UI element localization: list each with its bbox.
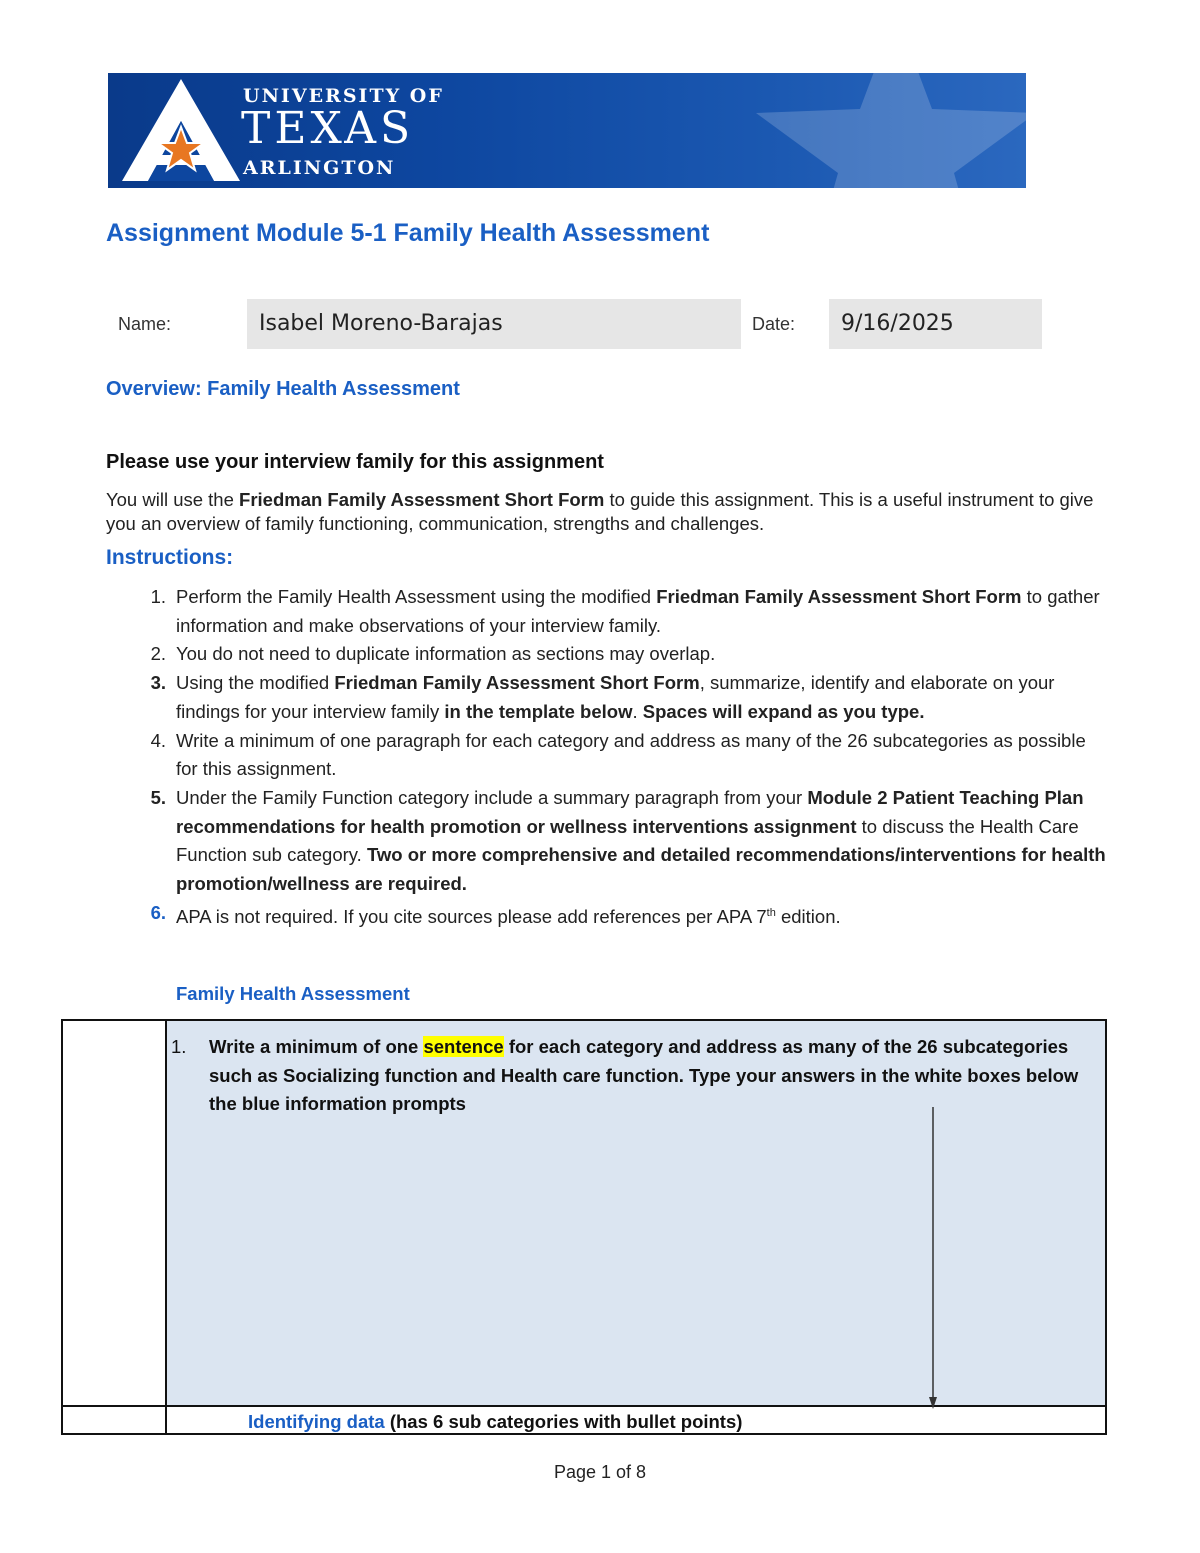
overview-heading: Overview: Family Health Assessment [106,378,460,400]
list-item: 2. You do not need to duplicate information as sections may overlap. [150,643,716,665]
ut-arlington-logo-icon [122,77,240,183]
instructions-list [106,583,1106,932]
identifying-data-row[interactable]: Identifying data (has 6 sub categories with bullet points) [248,1411,743,1432]
list-item: 3. Using the modified Friedman Family Assessment Short Form, summarize, identify and elaborate on your findings for your interview family in the template below. Spaces will expand as you type. [150,672,1055,722]
list-item: 5. Under the Family Function category include a summary paragraph from your Module 2 Patient Teaching Plan recommendations for health promotion or wellness interventions assignment to discuss the Health Care Function sub category. Two or more comprehensive and detailed recommendations/interventions for health promotion/wellness are required. [150,786,1106,895]
intro-paragraph: You will use the Friedman Family Assessment Short Form to guide this assignment. This is a useful instrument to give you an overview of family functioning, communication, strengths and challenges. [106,489,1094,534]
date-field[interactable]: 9/16/2025 [829,299,1042,349]
row-divider [63,1405,1105,1407]
background-star-icon [736,73,1026,188]
instructions-heading: Instructions: [106,546,234,569]
banner-line-university: UNIVERSITY OF [243,85,444,107]
banner-line-texas: TEXAS [241,103,415,154]
list-item: 1. Perform the Family Health Assessment using the modified Friedman Family Assessment Short Form to gather information and make observations of your interview family. [150,586,1100,636]
page-title: Assignment Module 5-1 Family Health Assessment [106,219,710,247]
date-label: Date: [752,314,796,334]
university-banner [108,73,1026,188]
list-item: 4. Write a minimum of one paragraph for each category and address as many of the 26 subcategories as possible for this assignment. [150,729,1086,780]
highlighted-word: sentence [423,1036,504,1057]
list-item: 6. APA is not required. If you cite sources please add references per APA 7th edition. [150,901,841,927]
name-field[interactable]: Isabel Moreno-Barajas [247,299,741,349]
page-number: Page 1 of 8 [553,1462,647,1482]
table-prompt: 1. Write a minimum of one sentence for each category and address as many of the 26 subcategories such as Socializing function and Health care function. Type your answers in the white boxes below the blue information prompts [171,1036,1079,1114]
column-divider [165,1021,167,1433]
table-heading: Family Health Assessment [176,983,410,1004]
please-heading: Please use your interview family for this assignment [106,451,604,473]
banner-line-arlington: ARLINGTON [243,157,396,179]
name-label: Name: [118,314,172,334]
arrow-down-icon [929,1107,937,1409]
assessment-table [61,1019,1107,1435]
